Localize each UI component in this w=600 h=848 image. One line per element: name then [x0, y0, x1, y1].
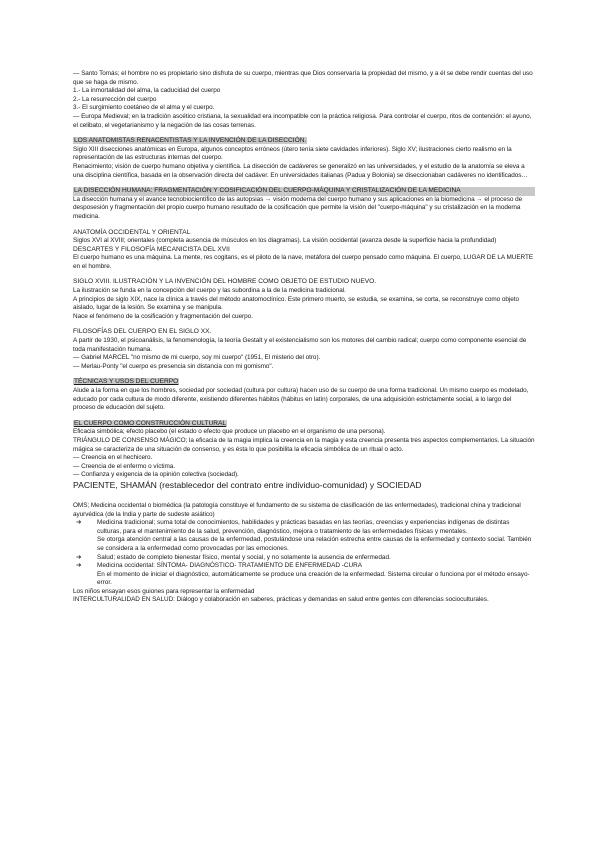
paragraph: — Creencia en el hechicero. — [73, 454, 153, 462]
arrow-bullet-icon: ➔ — [76, 553, 82, 561]
section-heading: DESCARTES Y FILOSOFÍA MECANICISTA DEL XVII — [73, 245, 230, 253]
section-heading: SIGLO XVIII. ILUSTRACIÓN Y LA INVENCIÓN DEL HOMBRE COMO OBJETO DE ESTUDIO NUEVO. — [73, 278, 377, 286]
section-oms — [73, 502, 535, 605]
paragraph: — Europa Medieval; en la tradición ascético cristiana, la sexualidad era incompatible con la práctica religiosa. Para controlar el cuerpo, ritos de contención: el ayuno, el celibato, el vegetarianismo y la negación de las cosas terrenas. — [73, 112, 532, 129]
paragraph: TRIÁNGULO DE CONSENSO MÁGICO; la eficacia de la magia implica la creencia en la magia y esta creencia presenta tres aspectos complementarios. La situación mágica se caracteriza de una situación de consenso, y es ésta lo que posibilita la eficacia simbólica de un ritual o acto. — [73, 436, 535, 453]
document-page — [73, 70, 535, 605]
paragraph: Renacimiento; visión de cuerpo humano objetiva y científica. La disección de cadáveres se generalizó en las universidades, y el estudio de la anatomía se eleva a una disciplina científica, basada en la observación directa del cadáver. En universidades italianas (Padua y Bolonia) se diseccionaban cadáveres no identificados… — [73, 162, 528, 179]
section-anatomistas — [73, 137, 535, 180]
section-tecnicas — [73, 378, 535, 412]
list-item — [73, 562, 535, 571]
section-heading: LA DISECCIÓN HUMANA: FRAGMENTACIÓN Y COSIFICACIÓN DEL CUERPO-MÁQUINA Y CRISTALIZACIÓN DE LA MEDICINA — [73, 187, 535, 196]
arrow-bullet-icon: ➔ — [76, 562, 82, 570]
section-anatomia — [73, 229, 535, 272]
paragraph: A partir de 1930, el psicoanálisis, la fenomenología, la teoría Gestalt y el existencialismo son los motores del cambio radical; cuerpo como componente esencial de toda manifestación humana. — [73, 337, 527, 353]
paragraph: — Creencia de el enfermo o víctima. — [73, 462, 175, 470]
paragraph: La ilustración se funda en la concepción del cuerpo y las subordina a la de la medicina tradicional. — [73, 287, 346, 295]
paragraph: — Confianza y exigencia de la opinión colectiva (sociedad). — [73, 471, 239, 479]
paragraph: Nace el fenómeno de la cosificación y fragmentación del cuerpo. — [73, 312, 253, 320]
section-filosofias — [73, 328, 535, 371]
paragraph: Los niños ensayan esos guiones para representar la enfermedad — [73, 587, 255, 595]
list-item-extra: Se otorga atención central a las causas de la enfermedad, postulándose una relación estrecha entre causas de la enfermedad y contexto social. También se considera a la enfermedad como provocadas por las emociones. — [97, 536, 532, 552]
section-heading: TÉCNICAS Y USOS DEL CUERPO — [74, 378, 179, 386]
paragraph: — Santo Tomás; el hombre no es propietario sino disfruta de su cuerpo, mientras que Dios conservaría la propiedad del mismo, y a él se debe rendir cuentas del uso que se haga de mismo. — [73, 70, 533, 86]
arrow-bullet-icon: ➔ — [76, 519, 82, 527]
section-diseccion — [73, 187, 535, 221]
section-heading: EL CUERPO COMO CONSTRUCCIÓN CULTURAL — [74, 419, 227, 427]
paragraph: — Merlau-Ponty "el cuerpo es presencia sin distancia con mi gomismo". — [73, 362, 274, 370]
paragraph: La disección humana y el avance tecnobiocientífico de las autopsias → visión moderna del cuerpo humano y sus aplicaciones en la biomedicina → el proceso de desposesión y fragmentación del propio cuerpo humano resultado de la cosificación que permite la visión del "cuerpo-máquina" y su cristalización en la moderna medicina. — [73, 195, 523, 220]
section-heading: LOS ANATOMISTAS RENACENTISTAS Y LA INVENCIÓN DE LA DISECCIÓN. — [74, 137, 307, 145]
oms-list — [73, 519, 535, 588]
section-construccion — [73, 420, 535, 491]
paragraph: OMS; Medicina occidental o biomédica (la patología constituye el fundamento de su sistema de clasificación de las enfermedades), tradicional china y tradicional ayurvédica (de la India y parte de sudeste asiático) — [73, 501, 521, 518]
list-item-text: Medicina tradicional; suma total de conocimientos, habilidades y prácticas basadas en las teorías, creencias y experiencias indígenas de distintas culturas, para el mantenimiento de la salud, prevención, diagnóstico, mejora o tratamiento de las enfermedades físicas y mentales. — [97, 519, 510, 535]
section-heading: FILOSOFÍAS DEL CUERPO EN EL SIGLO XX. — [73, 328, 212, 336]
paragraph: 2.- La resurrección del cuerpo — [73, 95, 157, 103]
paragraph: 1.- La inmortalidad del alma, la caducidad del cuerpo — [73, 87, 221, 95]
intro-section — [73, 70, 535, 130]
list-item-extra: En el momento de iniciar el diagnóstico, automáticamente se produce una creación de la enfermedad. Sistema circular o funciona por el método ensayo-error. — [97, 570, 530, 587]
paragraph: 3.- El surgimiento coetáneo de el alma y el cuerpo. — [73, 104, 215, 112]
paragraph: Alude a la forma en que los hombres, sociedad por sociedad (cultura por cultura) hacen uso de su cuerpo de una forma tradicional. Un mismo cuerpo es modelado, educado por cada cultura de modo diferente, existiendo diferentes hábitos (hábitus en latín) corporales, de una adquisición estrictamente social, a lo largo del proceso de educación del sujeto. — [73, 387, 529, 412]
paragraph: A principios de siglo XIX, nace la clínica a través del método anatomoclínico. Este primero muerto, se estudia, se examina, se corta, se reconstruye como objeto aislado, lugar de la lesión. Se examina y se manipula. — [73, 295, 519, 312]
paragraph: El cuerpo humano es una máquina. La mente, res cogitans, es el piloto de la nave, metáfora del cuerpo pensado como máquina. El cuerpo, LUGAR DE LA MUERTE en el hombre. — [73, 254, 534, 270]
section-heading: ANATOMÍA OCCIDENTAL Y ORIENTAL — [73, 228, 191, 236]
section-siglo-xviii — [73, 278, 535, 321]
list-item-text: Salud; estado de completo bienestar físico, mental y social, y no solamente la ausencia de enfermedad. — [97, 553, 391, 561]
emphasis-line: PACIENTE, SHAMÁN (restablecedor del contrato entre individuo-comunidad) y SOCIEDAD — [73, 479, 422, 490]
paragraph: Eficacia simbólica; efecto placebo (el estado o efecto que produce un placebo en el organismo de una persona). — [73, 428, 386, 436]
list-item — [73, 519, 535, 536]
paragraph: — Gabriel MARCEL "no mismo de mi cuerpo, soy mi cuerpo" (1951, El misterio del otro). — [73, 354, 321, 362]
paragraph: INTERCULTURALIDAD EN SALUD: Diálogo y colaboración en saberes, prácticas y demandas en salud entre gentes con diferencias socioculturales. — [73, 596, 489, 604]
list-item-text: Medicina occidental: SÍNTOMA- DIAGNÓSTICO- TRATAMIENTO DE ENFERMEDAD -CURA — [97, 562, 363, 570]
paragraph: Siglos XVI al XVIII; orientales (completa ausencia de músculos en los diagramas). La visión occidental (avanza desde la superficie hacia la profundidad) — [73, 237, 497, 245]
paragraph: Siglo XIII disecciones anatómicas en Europa, algunos conceptos erróneos (útero tenía siete cavidades inferiores). Siglo XV; ilustraciones cierto realismo en la representación de las estructuras internas del cuerpo. — [73, 145, 512, 162]
list-item — [73, 554, 535, 563]
